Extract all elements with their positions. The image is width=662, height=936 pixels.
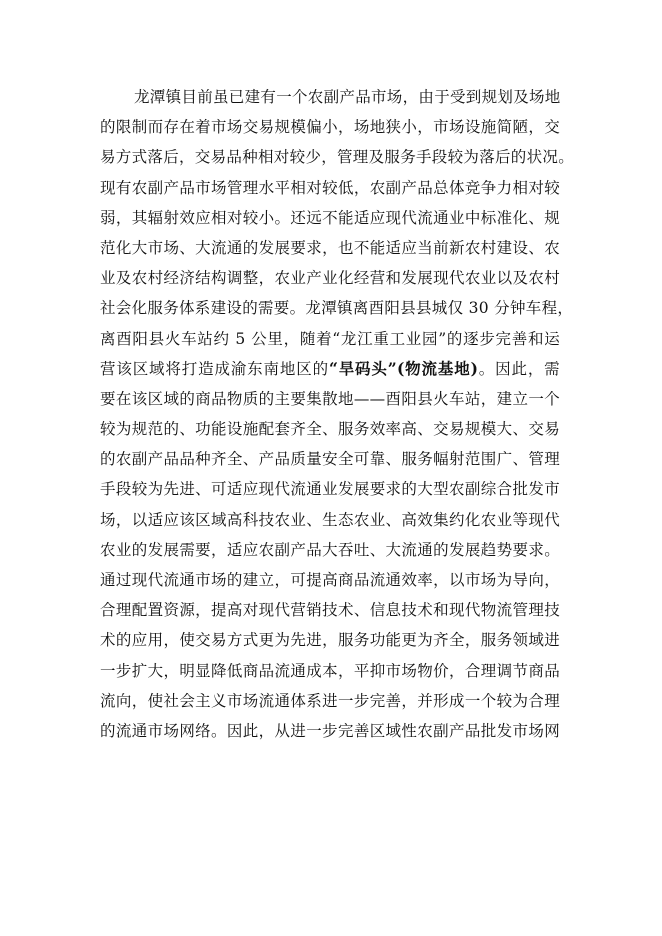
- text-line: 流向，使社会主义市场流通体系进一步完善，并形成一个较为合理: [100, 691, 560, 710]
- text-line: 场，以适应该区域高科技农业、生态农业、高效集约化农业等现代: [100, 510, 560, 529]
- bold-phrase: “旱码头”(物流基地): [328, 358, 479, 378]
- body-paragraph: [100, 82, 575, 746]
- text-line: 现有农副产品市场管理水平相对较低，农副产品总体竞争力相对较: [100, 178, 560, 197]
- text-line: 易方式落后，交易品种相对较少，管理及服务手段较为落后的状况。: [100, 148, 575, 167]
- text-line: 的农副产品品种齐全、产品质量安全可靠、服务幅射范围广、管理: [100, 450, 560, 469]
- text-line: 术的应用，使交易方式更为先进，服务功能更为齐全，服务领域进: [100, 631, 560, 650]
- text-line: 通过现代流通市场的建立，可提高商品流通效率，以市场为导向，: [100, 571, 560, 589]
- text-line-head: 营该区域将打造成渝东南地区的: [100, 359, 329, 378]
- text-line: 的限制而存在着市场交易规模偏小，场地狭小，市场设施简陋，交: [100, 118, 560, 137]
- text-line: 弱，其辐射效应相对较小。还远不能适应现代流通业中标准化、规: [100, 208, 560, 227]
- text-line: 合理配置资源，提高对现代营销技术、信息技术和现代物流管理技: [100, 601, 560, 620]
- text-line: 较为规范的、功能设施配套齐全、服务效率高、交易规模大、交易: [100, 420, 560, 439]
- text-line: 的流通市场网络。因此，从进一步完善区域性农副产品批发市场网: [100, 721, 560, 740]
- text-line: 农业的发展需要，适应农副产品大吞吐、大流通的发展趋势要求。: [100, 540, 560, 559]
- text-line: 龙潭镇目前虽已建有一个农副产品市场，由于受到规划及场地: [134, 88, 561, 106]
- text-line: 范化大市场、大流通的发展要求，也不能适应当前新农村建设、农: [100, 238, 560, 257]
- text-line: 一步扩大，明显降低商品流通成本，平抑市场物价，合理调节商品: [100, 661, 560, 680]
- text-line: 业及农村经济结构调整，农业产业化经营和发展现代农业以及农村: [100, 269, 560, 288]
- text-line: 手段较为先进、可适应现代流通业发展要求的大型农副综合批发市: [100, 480, 560, 499]
- text-line: 离酉阳县火车站约 5 公里，随着“龙江重工业园”的逐步完善和运: [100, 329, 560, 348]
- text-line: 要在该区域的商品物质的主要集散地——酉阳县火车站，建立一个: [100, 389, 560, 408]
- text-line: 社会化服务体系建设的需要。龙潭镇离酉阳县县城仅 30 分钟车程，: [100, 299, 574, 318]
- text-line-with-bold: [100, 354, 560, 384]
- text-line-tail: 。因此，需: [478, 359, 560, 378]
